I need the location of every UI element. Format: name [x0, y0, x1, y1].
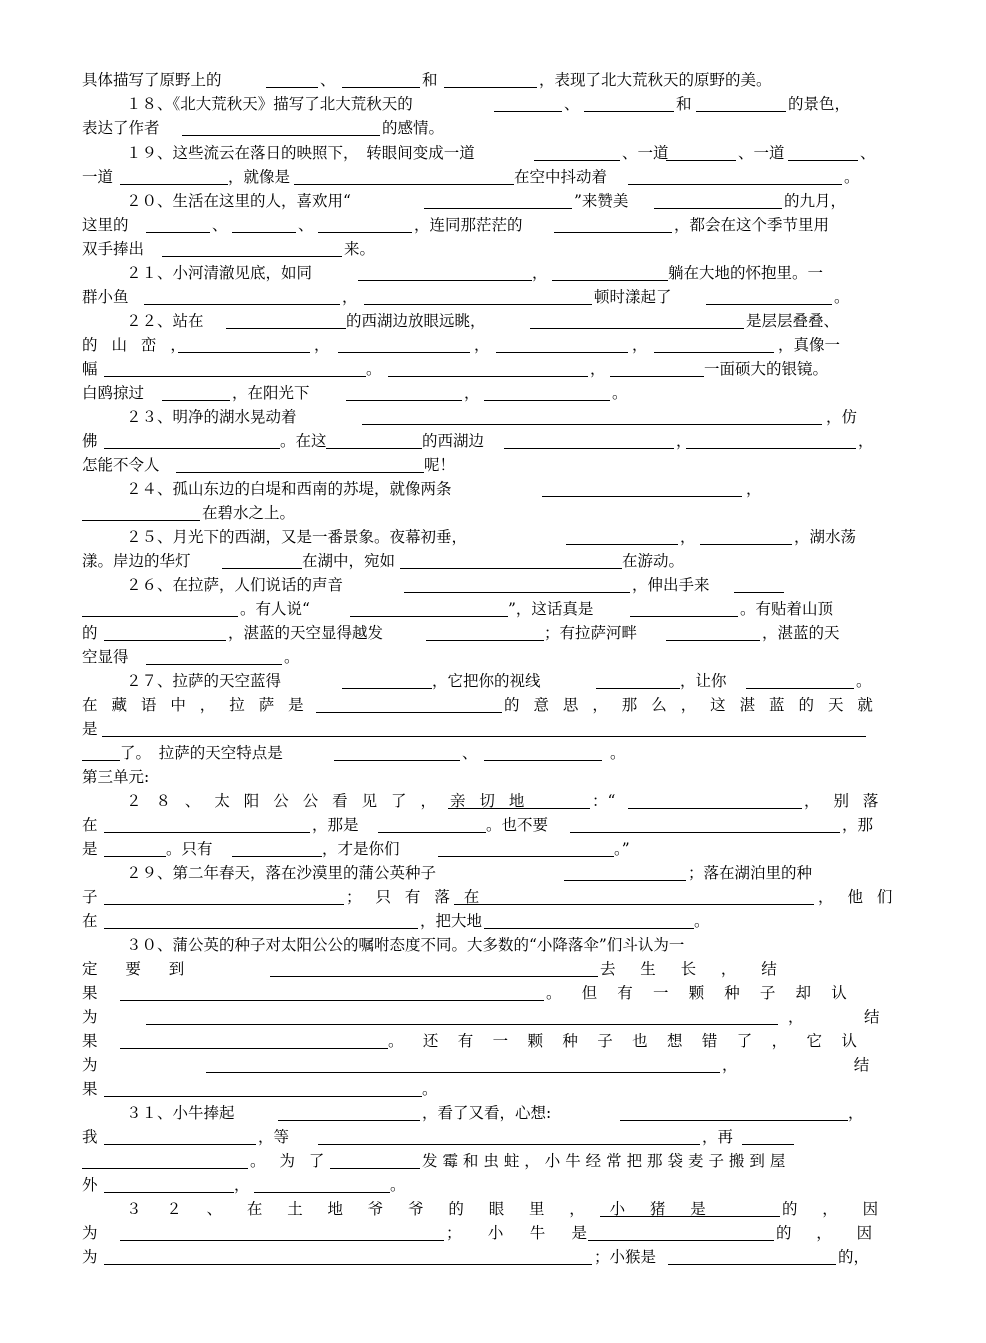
text-line: [0, 1053, 986, 1077]
blank[interactable]: [104, 640, 226, 641]
blank[interactable]: [232, 856, 322, 857]
line-text: 的山峦，: [82, 336, 200, 354]
text-line: [0, 92, 950, 116]
line-text: ，就像是: [228, 168, 291, 186]
blank[interactable]: [454, 904, 814, 905]
line-text: 、一道: [622, 144, 669, 162]
text-line: [0, 717, 950, 741]
blank[interactable]: [120, 1000, 544, 1001]
line-text: 、: [564, 95, 580, 113]
text-line: [0, 573, 950, 597]
line-text: 在空中抖动着: [514, 168, 608, 186]
blank[interactable]: [338, 352, 470, 353]
blank[interactable]: [734, 592, 784, 593]
line-text: ３０、蒲公英的种子对太阳公公的嘱咐态度不同。大多数的“小降落伞”们斗认为一: [126, 936, 685, 954]
blank[interactable]: [318, 1144, 700, 1145]
text-line: [0, 933, 950, 957]
blank[interactable]: [530, 328, 744, 329]
line-text: ，再: [702, 1128, 734, 1146]
line-text: ”来赞美: [574, 192, 629, 210]
line-text: 。: [284, 648, 300, 666]
text-line: [0, 1197, 950, 1221]
line-text: 。为了: [250, 1152, 339, 1170]
blank[interactable]: [448, 808, 590, 809]
line-text: ，湛蓝的天空显得越发: [228, 624, 384, 642]
text-line: [0, 861, 950, 885]
blank[interactable]: [316, 712, 502, 713]
line-text: 和: [422, 71, 438, 89]
line-text: 的九月，: [784, 192, 847, 210]
line-text: ，: [746, 480, 762, 498]
text-line: [0, 333, 950, 357]
blank[interactable]: [232, 232, 296, 233]
line-text: 在湖中，宛如: [302, 552, 396, 570]
blank[interactable]: [584, 111, 674, 112]
line-text: 。: [856, 672, 872, 690]
line-text: ２７、拉萨的天空蓝得: [126, 672, 282, 690]
blank[interactable]: [542, 496, 742, 497]
line-text: ，结: [722, 1056, 986, 1074]
text-line: [0, 1173, 950, 1197]
blank[interactable]: [362, 424, 822, 425]
line-text: ，让你: [680, 672, 727, 690]
line-text: １８、《北大荒秋天》描写了北大荒秋天的: [126, 95, 413, 113]
text-line: [0, 549, 950, 573]
text-line: [0, 957, 950, 981]
line-text: 、一道: [738, 144, 785, 162]
line-text: ，伸出手来: [632, 576, 710, 594]
line-text: ，: [314, 336, 330, 354]
blank[interactable]: [326, 448, 422, 449]
blank[interactable]: [318, 232, 412, 233]
line-text: ，湖水荡: [794, 528, 857, 546]
text-line: [0, 1149, 950, 1173]
text-line: [0, 621, 950, 645]
line-text: 果: [82, 1080, 98, 1098]
blank[interactable]: [628, 184, 842, 185]
line-text: 。: [366, 360, 382, 378]
blank[interactable]: [104, 904, 344, 905]
line-text: 。在这: [280, 432, 327, 450]
line-text: 。还有一颗种子也想错了，它认: [388, 1032, 877, 1050]
blank[interactable]: [146, 232, 210, 233]
text-line: [0, 909, 950, 933]
line-text: ，那是: [312, 816, 359, 834]
blank[interactable]: [620, 1120, 848, 1121]
text-line: [0, 453, 950, 477]
blank[interactable]: [552, 280, 668, 281]
line-text: ，别落: [804, 792, 893, 810]
blank[interactable]: [104, 1264, 592, 1265]
blank[interactable]: [484, 760, 602, 761]
text-line: [0, 1221, 950, 1245]
blank[interactable]: [424, 208, 572, 209]
blank[interactable]: [222, 568, 302, 569]
line-text: 怎能不令人: [82, 456, 160, 474]
text-line: [0, 261, 950, 285]
blank[interactable]: [120, 184, 228, 185]
text-line: [0, 669, 950, 693]
line-text: 一面硕大的银镜。: [704, 360, 829, 378]
blank[interactable]: [102, 736, 866, 737]
text-line: [0, 116, 950, 140]
line-text: ，他们: [818, 888, 907, 906]
line-text: 。: [390, 1176, 406, 1194]
blank[interactable]: [104, 448, 280, 449]
text-line: [0, 1077, 950, 1101]
line-text: 为: [82, 1224, 98, 1242]
line-text: ，: [858, 432, 874, 450]
blank[interactable]: [534, 160, 620, 161]
line-text: ２５、月光下的西湖，又是一番景象。夜幕初垂，: [126, 528, 468, 546]
blank[interactable]: [666, 640, 760, 641]
line-text: 表达了作者: [82, 119, 160, 137]
text-line: [0, 885, 950, 909]
text-line: [0, 1245, 950, 1269]
line-text: 。: [844, 168, 860, 186]
blank[interactable]: [266, 87, 318, 88]
line-text: 呢！: [424, 456, 456, 474]
blank[interactable]: [564, 880, 686, 881]
line-text: ，看了又看，心想:: [422, 1104, 552, 1122]
line-text: 。: [610, 744, 626, 762]
text-line: [0, 1029, 950, 1053]
blank[interactable]: [494, 111, 562, 112]
line-text: 的，因: [782, 1200, 903, 1218]
text-line: [0, 501, 950, 525]
text-line: [0, 1005, 950, 1029]
blank[interactable]: [388, 376, 588, 377]
text-line: [0, 765, 950, 789]
line-text: 在藏语中，拉萨是: [82, 696, 318, 714]
blank[interactable]: [706, 304, 832, 305]
line-text: 佛: [82, 432, 98, 450]
line-text: ，: [234, 1176, 250, 1194]
line-text: ，它把你的视线: [432, 672, 541, 690]
blank[interactable]: [600, 1216, 780, 1217]
line-text: ，: [590, 360, 606, 378]
blank[interactable]: [628, 808, 802, 809]
line-text: ；有拉萨河畔: [544, 624, 638, 642]
blank[interactable]: [358, 280, 532, 281]
line-text: 、: [320, 71, 336, 89]
line-text: 、: [212, 216, 228, 234]
text-line: [0, 285, 950, 309]
line-text: 了。 拉萨的天空特点是: [120, 744, 283, 762]
line-text: 果: [82, 1032, 98, 1050]
line-text: ２６、在拉萨，人们说话的声音: [126, 576, 344, 594]
line-text: 群小鱼: [82, 288, 129, 306]
text-line: [0, 981, 950, 1005]
line-text: ２４、孤山东边的白堤和西南的苏堤，就像两条: [126, 480, 452, 498]
line-text: ，仿: [826, 408, 858, 426]
line-text: ，: [474, 336, 490, 354]
line-text: ，: [464, 384, 480, 402]
line-text: 。也不要: [486, 816, 549, 834]
line-text: 发霉和虫蛀，小牛经常把那袋麦子搬到屋: [422, 1152, 791, 1170]
blank[interactable]: [654, 208, 782, 209]
blank[interactable]: [104, 832, 310, 833]
line-text: ；小猴是: [594, 1248, 657, 1266]
line-text: 漾。岸边的华灯: [82, 552, 191, 570]
line-text: 具体描写了原野上的: [82, 71, 222, 89]
line-text: ，等: [258, 1128, 290, 1146]
line-text: 为: [82, 1248, 98, 1266]
blank[interactable]: [746, 688, 854, 689]
line-text: 外: [82, 1176, 98, 1194]
text-line: [0, 741, 950, 765]
blank[interactable]: [788, 160, 858, 161]
blank[interactable]: [654, 352, 774, 353]
line-text: 是: [82, 840, 98, 858]
blank[interactable]: [364, 304, 592, 305]
blank[interactable]: [444, 87, 537, 88]
blank[interactable]: [146, 1024, 778, 1025]
blank[interactable]: [554, 232, 672, 233]
blank[interactable]: [206, 1072, 720, 1073]
blank[interactable]: [438, 856, 614, 857]
line-text: 白鸥掠过: [82, 384, 145, 402]
line-text: 。: [834, 288, 850, 306]
text-line: [0, 429, 950, 453]
line-text: 躺在大地的怀抱里。一: [668, 264, 824, 282]
line-text: ，: [532, 264, 548, 282]
blank[interactable]: [82, 1168, 248, 1169]
line-text: 。只有: [166, 840, 213, 858]
blank[interactable]: [104, 856, 166, 857]
blank[interactable]: [742, 1144, 794, 1145]
line-text: 我: [82, 1128, 98, 1146]
text-line: [0, 213, 950, 237]
blank[interactable]: [378, 832, 486, 833]
text-line: [0, 68, 950, 92]
blank[interactable]: [278, 1120, 420, 1121]
blank[interactable]: [104, 928, 418, 929]
blank[interactable]: [666, 160, 736, 161]
line-text: 的意思，那么，这湛蓝的天就: [504, 696, 887, 714]
text-line: [0, 1125, 950, 1149]
line-text: ３２、在土地爷爷的眼里，小猪是: [126, 1200, 731, 1218]
line-text: 空显得: [82, 648, 129, 666]
line-text: 的: [82, 624, 98, 642]
text-line: [0, 813, 950, 837]
blank[interactable]: [566, 544, 678, 545]
text-line: [0, 381, 950, 405]
line-text: 在: [82, 816, 98, 834]
blank[interactable]: [484, 400, 610, 401]
line-text: 第三单元:: [82, 768, 150, 786]
line-text: 定要到: [82, 960, 213, 978]
text-line: [0, 525, 950, 549]
line-text: ，: [848, 1104, 864, 1122]
line-text: 。有人说“: [240, 600, 310, 618]
blank[interactable]: [588, 1240, 774, 1241]
line-text: 果: [82, 984, 98, 1002]
line-text: 、: [298, 216, 314, 234]
text-line: [0, 141, 950, 165]
blank[interactable]: [82, 520, 200, 521]
text-line: [0, 837, 950, 861]
line-text: 是: [82, 720, 98, 738]
line-text: ，都会在这个季节里用: [674, 216, 830, 234]
text-line: [0, 405, 950, 429]
blank[interactable]: [104, 1192, 234, 1193]
blank[interactable]: [630, 616, 738, 617]
line-text: 来。: [344, 240, 376, 258]
line-text: 在游动。: [622, 552, 685, 570]
line-text: 。但有一颗种子却认: [546, 984, 867, 1002]
text-line: [0, 309, 950, 333]
line-text: ，结: [788, 1008, 940, 1026]
line-text: ；小牛是: [446, 1224, 614, 1242]
text-line: [0, 597, 950, 621]
line-text: 、: [860, 144, 876, 162]
blank[interactable]: [426, 640, 544, 641]
line-text: ”，这话真是: [508, 600, 594, 618]
line-text: ，表现了北大荒秋天的原野的美。: [539, 71, 772, 89]
blank[interactable]: [334, 760, 460, 761]
line-text: ，: [676, 432, 692, 450]
text-line: [0, 1101, 950, 1125]
blank[interactable]: [162, 400, 230, 401]
blank[interactable]: [404, 592, 630, 593]
line-text: ，连同那茫茫的: [414, 216, 523, 234]
text-line: [0, 357, 950, 381]
line-text: 双手捧出: [82, 240, 145, 258]
line-text: ：“: [592, 792, 616, 810]
line-text: 的西湖边: [422, 432, 485, 450]
text-line: [0, 189, 950, 213]
line-text: ２９、第二年春天，落在沙漠里的蒲公英种子: [126, 864, 437, 882]
blank[interactable]: [342, 87, 420, 88]
line-text: ；只有落在: [346, 888, 494, 906]
line-text: 。”: [614, 840, 630, 858]
line-text: 的，因: [776, 1224, 897, 1242]
line-text: 的景色，: [788, 95, 851, 113]
text-line: [0, 237, 950, 261]
line-text: ，真像一: [778, 336, 841, 354]
line-text: ，才是你们: [322, 840, 400, 858]
line-text: ２１、小河清澈见底，如同: [126, 264, 313, 282]
blank[interactable]: [696, 111, 786, 112]
line-text: 。: [612, 384, 628, 402]
text-line: [0, 693, 950, 717]
line-text: 在: [82, 912, 98, 930]
line-text: ，那: [842, 816, 874, 834]
line-text: 是层层叠叠、: [746, 312, 840, 330]
line-text: １９、这些流云在落日的映照下， 转眼间变成一道: [126, 144, 475, 162]
blank[interactable]: [176, 472, 424, 473]
line-text: 顿时漾起了: [594, 288, 672, 306]
line-text: ，: [342, 288, 358, 306]
blank[interactable]: [104, 1096, 422, 1097]
blank[interactable]: [254, 1192, 390, 1193]
line-text: 。: [694, 912, 710, 930]
line-text: 幅: [82, 360, 98, 378]
line-text: 、: [462, 744, 478, 762]
text-line: [0, 789, 950, 813]
line-text: ２３、明净的湖水晃动着: [126, 408, 297, 426]
line-text: ２８、太阳公公看见了，亲切地: [126, 792, 539, 810]
blank[interactable]: [178, 352, 310, 353]
line-text: 去生长，结: [600, 960, 802, 978]
blank[interactable]: [182, 135, 380, 136]
line-text: 。有贴着山顶: [740, 600, 834, 618]
blank[interactable]: [270, 976, 598, 977]
blank[interactable]: [162, 256, 342, 257]
line-text: ，: [632, 336, 648, 354]
blank[interactable]: [82, 616, 238, 617]
text-line: [0, 645, 950, 669]
line-text: 一道: [82, 168, 114, 186]
blank[interactable]: [120, 1240, 444, 1241]
line-text: 为: [82, 1008, 98, 1026]
text-line: [0, 165, 950, 189]
line-text: 子: [82, 888, 98, 906]
blank[interactable]: [596, 688, 680, 689]
line-text: 在碧水之上。: [202, 504, 296, 522]
text-line: [0, 477, 950, 501]
blank[interactable]: [104, 1144, 256, 1145]
blank[interactable]: [686, 448, 856, 449]
line-text: 。: [422, 1080, 438, 1098]
blank[interactable]: [226, 328, 346, 329]
blank[interactable]: [350, 616, 508, 617]
line-text: ，把大地: [420, 912, 483, 930]
blank[interactable]: [342, 688, 432, 689]
line-text: ３１、小牛捧起: [126, 1104, 235, 1122]
blank[interactable]: [496, 352, 628, 353]
line-text: 和: [676, 95, 692, 113]
blank[interactable]: [330, 1168, 420, 1169]
line-text: 这里的: [82, 216, 129, 234]
blank[interactable]: [504, 448, 674, 449]
line-text: ２２、站在: [126, 312, 204, 330]
line-text: ，湛蓝的天: [762, 624, 840, 642]
blank[interactable]: [700, 544, 792, 545]
line-text: ，在阳光下: [232, 384, 310, 402]
blank[interactable]: [400, 568, 622, 569]
line-text: 的西湖边放眼远眺，: [346, 312, 486, 330]
blank[interactable]: [82, 760, 120, 761]
blank[interactable]: [146, 664, 282, 665]
line-text: 为: [82, 1056, 98, 1074]
blank[interactable]: [104, 376, 366, 377]
line-text: 的感情。: [382, 119, 445, 137]
line-text: ２０、生活在这里的人，喜欢用“: [126, 192, 351, 210]
line-text: 的，: [838, 1248, 870, 1266]
blank[interactable]: [668, 1264, 836, 1265]
blank[interactable]: [610, 376, 704, 377]
blank[interactable]: [346, 400, 462, 401]
line-text: ，: [680, 528, 696, 546]
blank[interactable]: [484, 928, 694, 929]
blank[interactable]: [120, 1048, 388, 1049]
blank[interactable]: [144, 304, 340, 305]
blank[interactable]: [570, 832, 840, 833]
blank[interactable]: [294, 184, 514, 185]
line-text: ；落在湖泊里的种: [688, 864, 813, 882]
